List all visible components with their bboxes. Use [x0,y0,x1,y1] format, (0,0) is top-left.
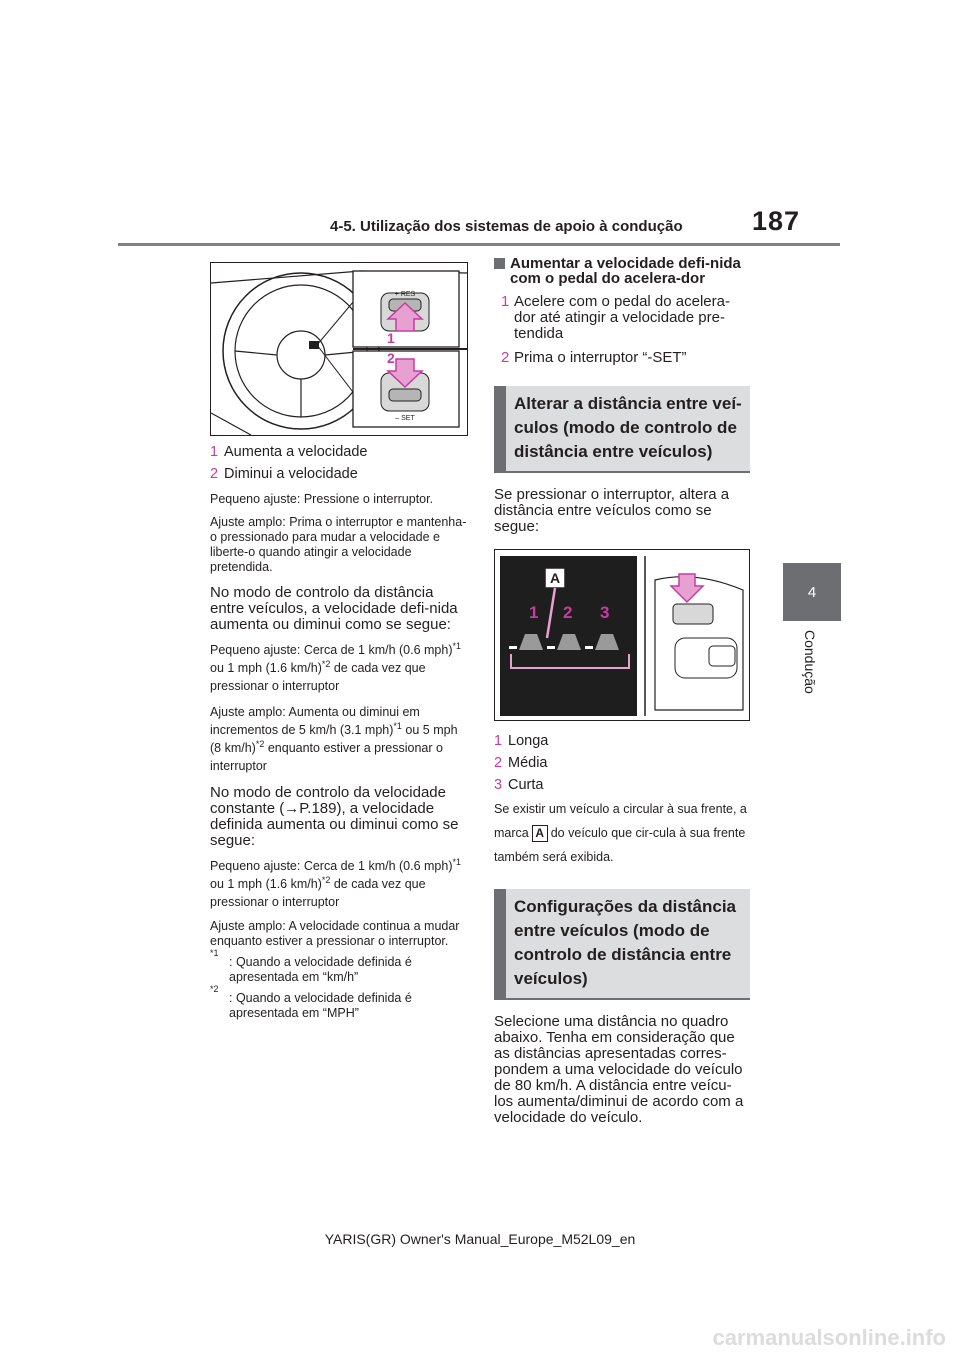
label-a: A [549,570,561,586]
header-rule [118,243,840,246]
sub-heading: Aumentar a velocidade defi-nida com o pedal do acelera-dor [494,256,750,286]
paragraph: No modo de controlo da velocidade constante (→P.189), a velocidade definida aumenta ou diminui como se segue: [210,784,459,849]
paragraph: Pequeno ajuste: Cerca de 1 km/h (0.6 mph)$^{*1}$ ou 1 mph (1.6 km/h)$^{*2}$ de cada vez que pressionar o interruptor [210,856,462,909]
section-heading: Configurações da distância entre veículos (modo de controlo de distância entre veículos) [494,889,750,1000]
distance-long-number: 1 [529,603,539,622]
paragraph: Ajuste amplo: Aumenta ou diminui em incrementos de 5 km/h (3.1 mph)$^{*1}$ ou 5 mph (8 km/h)$^{*2}$ enquanto estiver a pressionar o interruptor [210,705,458,773]
set-label: – SET [395,415,415,422]
section-header: 4-5. Utilização dos sistemas de apoio à condução [330,218,683,235]
list-item: 1 Longa [494,733,549,749]
left-column [210,262,468,1021]
distance-display-illustration [495,550,749,720]
step: 2 Prima o interruptor “-SET” [501,349,687,366]
paragraph: Selecione uma distância no quadro abaixo. Tenha em consideração que as distâncias apresentadas corres-pondem a uma velocidade do veículo de 80 km/h. A distância entre veícu-los aumenta/diminui de acordo com a velocidade do veículo. [494,1013,744,1126]
numbered-list [210,442,468,484]
distance-figure [494,549,750,721]
paragraph: Pequeno ajuste: Cerca de 1 km/h (0.6 mph)$^{*1}$ ou 1 mph (1.6 km/h)$^{*2}$ de cada vez que pressionar o interruptor [210,640,462,693]
res-label: + RES [394,291,416,298]
paragraph: No modo de controlo da distância entre veículos, a velocidade defi-nida aumenta ou diminui como se segue: [210,584,458,633]
distance-medium-number: 2 [563,603,573,622]
footer-text: YARIS(GR) Owner's Manual_Europe_M52L09_en [324,1231,636,1247]
list-item: 3 Curta [494,777,544,793]
note: Se existir um veículo a circular à sua frente, a marca A do veículo que cir-cula à sua frente também será exibida. [494,802,747,864]
chapter-tab: 4 [783,563,841,621]
list-item: 1 Aumenta a velocidade [210,444,368,460]
figure-marker-2: 2 [387,350,395,366]
paragraph: Pequeno ajuste: Pressione o interruptor. [210,492,434,506]
distance-list [494,731,750,795]
footnote: *2 : Quando a velocidade definida é apresentada em “MPH” [210,984,412,1020]
section-heading: Alterar a distância entre veí-culos (modo de controlo de distância entre veículos) [494,386,750,473]
step: 1 Acelere com o pedal do acelera-dor até atingir a velocidade pre-tendida [501,293,730,342]
steering-switch-figure [210,262,468,436]
watermark: carmanualsonline.info [712,1325,946,1350]
distance-short-number: 3 [600,603,610,622]
badge-a: A [532,825,548,842]
page-number: 187 [752,206,801,236]
paragraph: Ajuste amplo: A velocidade continua a mudar enquanto estiver a pressionar o interruptor. [210,919,460,948]
footnote: *1 : Quando a velocidade definida é apresentada em “km/h” [210,948,412,984]
chapter-label: Condução [802,630,818,694]
right-column [494,256,750,1126]
steering-wheel-illustration [211,263,467,435]
figure-marker-1: 1 [387,330,395,346]
list-item: 2 Média [494,755,548,771]
paragraph: Se pressionar o interruptor, altera a distância entre veículos como se segue: [494,486,730,535]
paragraph: Ajuste amplo: Prima o interruptor e mantenha-o pressionado para mudar a velocidade e liberte-o quando atingir a velocidade pretendida. [210,515,467,574]
list-item: 2 Diminui a velocidade [210,466,358,482]
